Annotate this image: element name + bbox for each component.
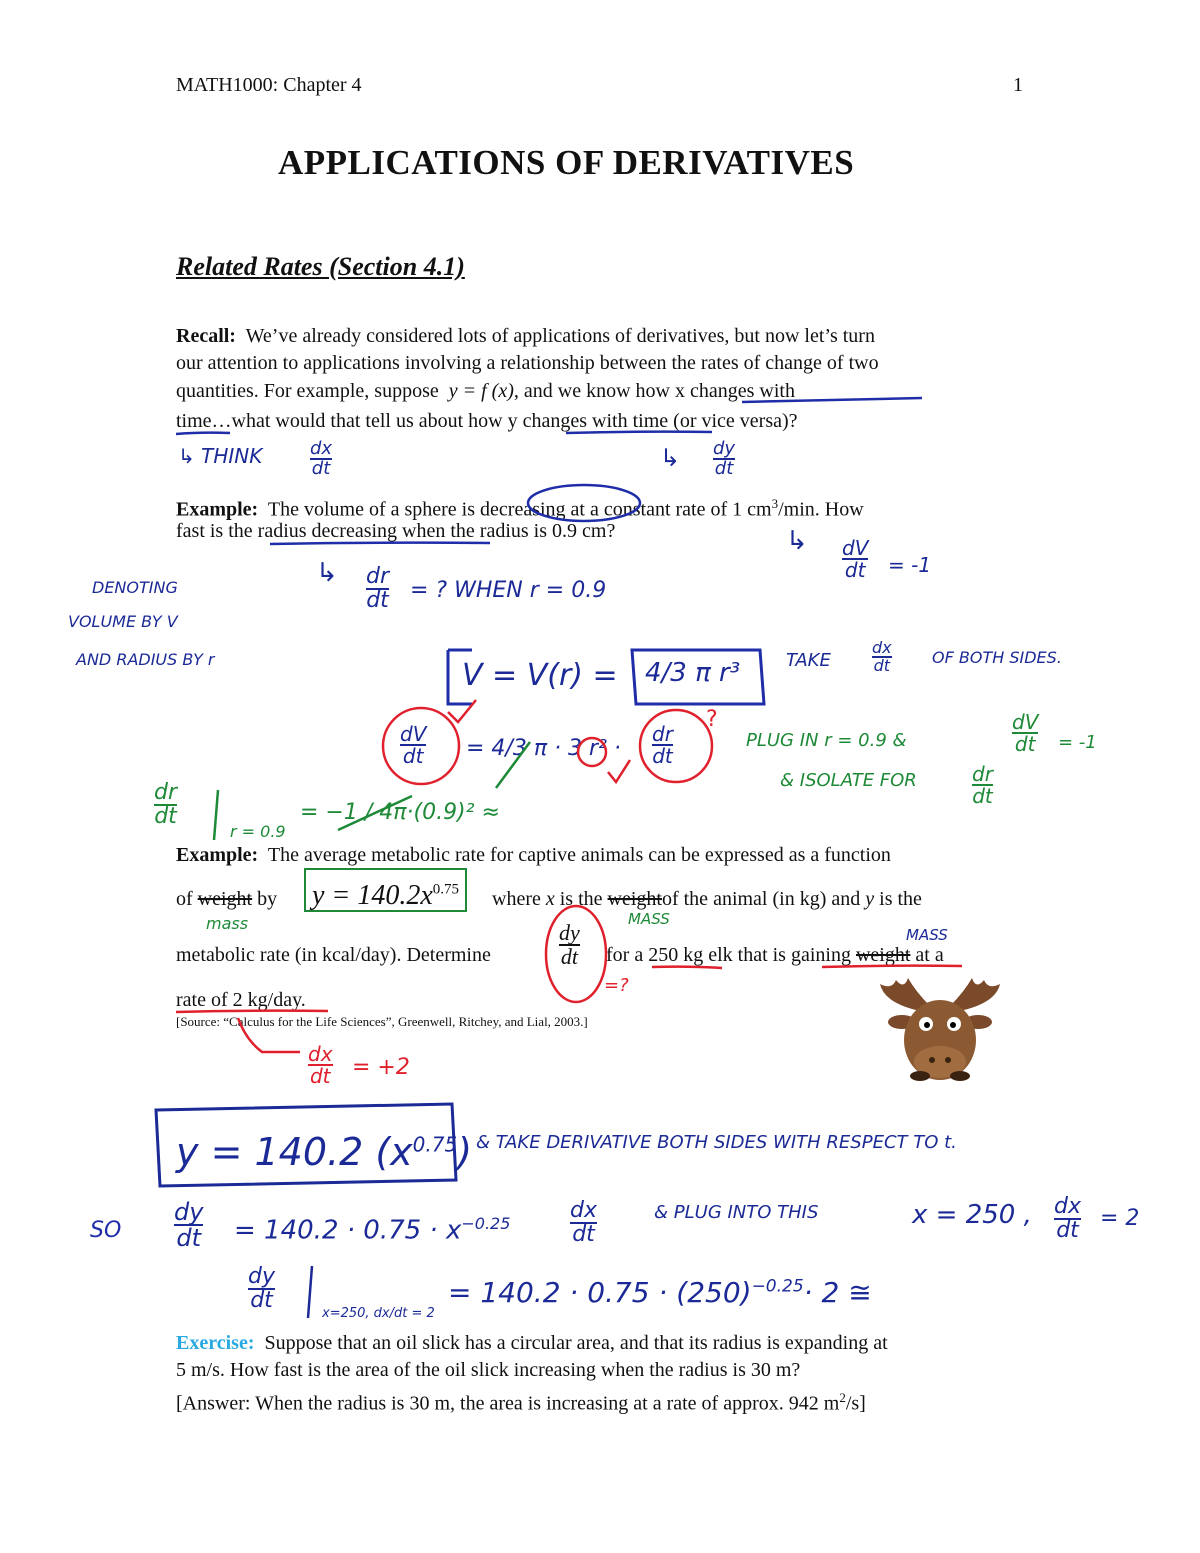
underline-time xyxy=(176,433,230,434)
hw-result: = −1 / 4π·(0.9)² ≈ xyxy=(300,800,500,825)
moose-illustration xyxy=(880,978,1000,1081)
hw-so: SO xyxy=(90,1218,122,1243)
hw-drdt: $\frac{dr}{dt}$ xyxy=(366,564,390,613)
hw-dt-take: $\frac{dx}{dt}$ xyxy=(872,638,892,675)
box-volume-formula xyxy=(632,650,764,704)
hw-x250: x = 250 , xyxy=(912,1200,1032,1230)
hw-mass-2: MASS xyxy=(628,910,670,928)
example2-line-3b: for a 250 kg elk that is gaining weight at a xyxy=(606,944,944,966)
example1-label: Example: xyxy=(176,498,259,521)
eval-bar-dydt xyxy=(308,1266,312,1318)
example2-line-1: Example: The average metabolic rate for captive animals can be expressed as a function xyxy=(176,844,891,866)
example1-line-2: fast is the radius decreasing when the radius is 0.9 cm? xyxy=(176,520,616,542)
circle-dydt xyxy=(546,906,606,1002)
hw-arrow-3: ↳ xyxy=(316,558,338,588)
hw-dvdt-green: $\frac{dV}{dt}$ xyxy=(1012,710,1039,756)
moose-nostril-left xyxy=(929,1057,935,1063)
decreasing-word: decreasing xyxy=(480,498,566,521)
example1-line-1: Example: The volume of a sphere is decreasing at a constant rate of 1 $cm^3/\min$. How xyxy=(176,496,864,521)
hw-dydt-eval: $\frac{dy}{dt}$ xyxy=(248,1264,275,1313)
hw-plug-in: PLUG IN r = 0.9 & xyxy=(746,730,907,751)
hw-eq-minus1-green: = -1 xyxy=(1058,732,1097,753)
hw-dxdt-plus2: = +2 xyxy=(352,1055,410,1080)
example2-line-3a: metabolic rate (in kcal/day). Determine xyxy=(176,944,491,966)
section-heading: Related Rates (Section 4.1) xyxy=(176,252,465,281)
hw-drdt-circled: $\frac{dr}{dt}$ xyxy=(652,722,673,768)
hw-dydt-1: $\frac{dy}{dt}$ xyxy=(713,438,736,479)
hw-eq-minus1: = -1 xyxy=(888,553,932,577)
hw-dxdt-chain: $\frac{dx}{dt}$ xyxy=(570,1198,597,1247)
hw-think: ↳ THINK xyxy=(178,444,263,468)
hw-eq-question: =? xyxy=(604,975,629,996)
page-number: 1 xyxy=(1013,74,1023,96)
hw-eval-line: = $140.2 \cdot 0.75 \cdot (250)^{-0.25}\cdot 2$ ≅ xyxy=(448,1276,872,1309)
underline-y-changes xyxy=(566,432,712,433)
check-2 xyxy=(608,760,630,782)
underline-rate xyxy=(176,1011,328,1012)
metabolic-formula: $y = 140.2x^{0.75}$ xyxy=(312,880,459,912)
hw-v-formula: V = V(r) = xyxy=(462,658,618,693)
hw-dvdt: $\frac{dV}{dt}$ xyxy=(842,536,869,582)
moose-pupil-left xyxy=(924,1022,930,1028)
arrow-red-down xyxy=(238,1018,300,1052)
moose-hoof-left xyxy=(910,1071,930,1081)
hw-mass-1: mass xyxy=(206,914,249,933)
hw-four-thirds-pi: 4/3 π r³ xyxy=(645,658,741,688)
hw-eval-subscript: x=250, dx/dt = 2 xyxy=(322,1306,435,1321)
hw-dvdt-circled: $\frac{dV}{dt}$ xyxy=(400,722,427,768)
fraction-slash-result xyxy=(338,796,412,830)
moose-hoof-right xyxy=(950,1071,970,1081)
moose-pupil-right xyxy=(950,1022,956,1028)
hw-drdt-eval: $\frac{dr}{dt}$ xyxy=(154,780,178,829)
hw-take-derivative: & TAKE DERIVATIVE BOTH SIDES WITH RESPECT TO t. xyxy=(476,1132,957,1153)
header-course: MATH1000: Chapter 4 xyxy=(176,74,362,96)
hw-dydt-chain: $\frac{dy}{dt}$ xyxy=(174,1198,204,1252)
underline-x-changes xyxy=(742,398,922,402)
dydt-fraction: $\frac{dy}{dt}$ xyxy=(559,920,580,969)
example2-line-2a: of weight by xyxy=(176,888,278,910)
hw-deriv-line: = 4/3 π · 3 r² · xyxy=(466,736,621,761)
hw-dxdt-given: $\frac{dx}{dt}$ xyxy=(1054,1194,1081,1243)
hw-r09: r = 0.9 xyxy=(230,822,286,841)
recall-line-2: our attention to applications involving a relationship between the rates of change of two xyxy=(176,352,879,374)
example2-line-4: rate of 2 kg/day. xyxy=(176,989,306,1011)
exercise-label: Exercise: xyxy=(176,1332,255,1354)
exercise-line-2: 5 m/s. How fast is the area of the oil slick increasing when the radius is 30 m? xyxy=(176,1359,801,1381)
page-title: APPLICATIONS OF DERIVATIVES xyxy=(278,143,855,182)
exercise-line-1: Exercise: Suppose that an oil slick has a circular area, and that its radius is expanding at xyxy=(176,1332,888,1354)
hw-eq2: = 2 xyxy=(1100,1206,1140,1231)
hw-isolate: & ISOLATE FOR xyxy=(780,770,917,791)
underline-250kg xyxy=(652,967,722,968)
strike-three xyxy=(496,742,530,788)
recall-equation: y = f (x) xyxy=(448,380,514,402)
circle-dvdt xyxy=(383,708,459,784)
circle-decreasing xyxy=(528,485,640,521)
question-mark-red: ? xyxy=(706,707,718,732)
box-handwritten-formula xyxy=(156,1104,456,1186)
underline-radius-decreasing xyxy=(270,543,490,544)
example2-line-2b: where x is the weightof the animal (in kg) and y is the xyxy=(492,888,922,910)
hw-denoting-2: VOLUME BY V xyxy=(68,612,178,631)
box-v-left xyxy=(448,650,472,704)
example2-label: Example: xyxy=(176,844,259,866)
hw-drdt-green: $\frac{dr}{dt}$ xyxy=(972,762,993,808)
hw-denoting-1: DENOTING xyxy=(92,578,178,597)
hw-arrow-1: ↳ xyxy=(660,444,681,472)
hw-chain-rule: = $140.2 \cdot 0.75 \cdot x^{-0.25}$ xyxy=(234,1214,511,1246)
hw-mass-3: MASS xyxy=(906,926,948,944)
underline-gaining-weight xyxy=(822,966,962,967)
exercise-answer: [Answer: When the radius is 30 m, the area is increasing at a rate of approx. 942 $m^2/s$] xyxy=(176,1390,866,1415)
recall-label: Recall: xyxy=(176,325,236,347)
recall-line-1: Recall: We’ve already considered lots of applications of derivatives, but now let’s turn xyxy=(176,325,875,347)
circle-drdt xyxy=(640,710,712,782)
recall-line-3: quantities. For example, suppose y = f (x), and we know how x changes with xyxy=(176,380,795,402)
hw-arrow-2: ↳ xyxy=(786,526,808,556)
hw-of-both-sides: OF BOTH SIDES. xyxy=(932,648,1062,667)
hw-eq-q-when: = ? WHEN r = 0.9 xyxy=(410,578,607,603)
recall-line-4: time…what would that tell us about how y changes with time (or vice versa)? xyxy=(176,410,798,432)
moose-nostril-right xyxy=(945,1057,951,1063)
hw-boxed-formula: y = 140.2 $(x^{0.75})$ xyxy=(176,1130,473,1174)
hw-plug-into: & PLUG INTO THIS xyxy=(654,1202,819,1223)
hw-dxdt-red: $\frac{dx}{dt}$ xyxy=(308,1042,333,1088)
eval-bar-drdt xyxy=(214,790,218,840)
circle-r2 xyxy=(578,738,606,766)
source-citation: [Source: “Calculus for the Life Sciences”, Greenwell, Ritchey, and Lial, 2003.] xyxy=(176,1014,588,1029)
hw-denoting-3: AND RADIUS BY r xyxy=(76,650,215,669)
hw-dxdt-1: $\frac{dx}{dt}$ xyxy=(310,438,333,479)
hw-take: TAKE xyxy=(786,650,831,671)
